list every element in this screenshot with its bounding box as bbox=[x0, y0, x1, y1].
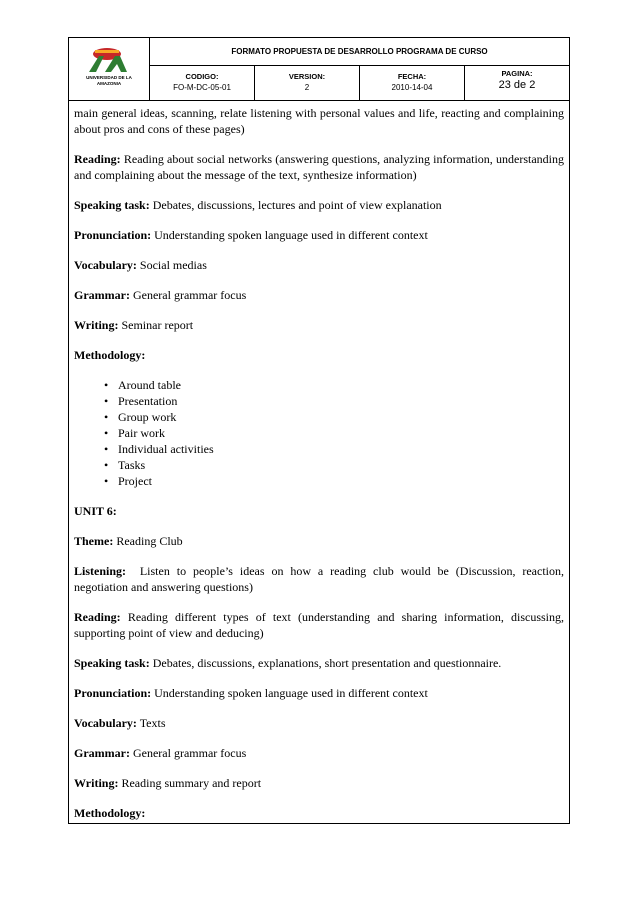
intro-paragraph: main general ideas, scanning, relate listening with personal values and life, reacting and complaining about pros and cons of these pages) bbox=[74, 106, 564, 136]
list-item: • Presentation bbox=[74, 393, 564, 409]
vocabulary-section-2 bbox=[74, 715, 564, 731]
writing-text: Seminar report bbox=[118, 318, 194, 332]
reading-label: Reading: bbox=[74, 152, 121, 166]
pronunciation-section-1 bbox=[74, 227, 564, 243]
list-item: • Pair work bbox=[74, 425, 564, 441]
vocabulary-text: Social medias bbox=[136, 258, 207, 272]
reading-section-1 bbox=[74, 151, 564, 183]
writing-label: Writing: bbox=[74, 776, 119, 790]
list-item: • Individual activities bbox=[74, 441, 564, 457]
document-header bbox=[68, 37, 570, 101]
version-cell bbox=[255, 66, 360, 100]
writing-section-2 bbox=[74, 775, 564, 791]
unit-heading: UNIT 6: bbox=[74, 504, 117, 518]
pronunciation-label: Pronunciation: bbox=[74, 228, 152, 242]
grammar-text: General grammar focus bbox=[129, 746, 247, 760]
pagina-label: PAGINA: bbox=[501, 69, 533, 78]
codigo-label: CODIGO: bbox=[185, 72, 219, 81]
speaking-label: Speaking task: bbox=[74, 656, 150, 670]
document-content bbox=[74, 105, 567, 821]
speaking-text: Debates, discussions, explanations, short presentation and questionnaire. bbox=[149, 656, 502, 670]
fecha-cell bbox=[360, 66, 465, 100]
pronunciation-section-2 bbox=[74, 685, 564, 701]
speaking-text: Debates, discussions, lectures and point of view explanation bbox=[149, 198, 442, 212]
version-label: VERSION: bbox=[288, 72, 326, 81]
theme-section bbox=[74, 533, 564, 549]
fecha-value: 2010-14-04 bbox=[391, 83, 433, 92]
speaking-section-2 bbox=[74, 655, 564, 671]
speaking-label: Speaking task: bbox=[74, 198, 150, 212]
reading-section-2 bbox=[74, 609, 564, 641]
listening-section bbox=[74, 563, 567, 595]
fecha-label: FECHA: bbox=[397, 72, 427, 81]
vocabulary-label: Vocabulary: bbox=[74, 258, 137, 272]
logo-text: UNIVERSIDAD DE LA AMAZONIA bbox=[86, 75, 132, 86]
pronunciation-text: Understanding spoken language used in different context bbox=[151, 686, 428, 700]
grammar-section-1 bbox=[74, 287, 564, 303]
version-value: 2 bbox=[304, 83, 310, 92]
writing-section-1 bbox=[74, 317, 564, 333]
list-item: • Project bbox=[74, 473, 564, 489]
pronunciation-label: Pronunciation: bbox=[74, 686, 152, 700]
list-item: • Around table bbox=[74, 377, 564, 393]
theme-label: Theme: bbox=[74, 534, 114, 548]
reading-text: Reading about social networks (answering questions, analyzing information, understanding and complaining about the message of the text, synthesize information) bbox=[74, 152, 564, 182]
codigo-cell bbox=[150, 66, 255, 100]
methodology-list bbox=[74, 377, 564, 489]
grammar-text: General grammar focus bbox=[129, 288, 247, 302]
vocabulary-text: Texts bbox=[136, 716, 166, 730]
list-item: • Group work bbox=[74, 409, 564, 425]
list-item: • Tasks bbox=[74, 457, 564, 473]
writing-text: Reading summary and report bbox=[118, 776, 262, 790]
logo-emblem-icon bbox=[69, 38, 149, 100]
methodology-label-2: Methodology: bbox=[74, 806, 146, 820]
methodology-label: Methodology: bbox=[74, 348, 146, 362]
grammar-section-2 bbox=[74, 745, 564, 761]
university-logo bbox=[69, 38, 150, 100]
vocabulary-label: Vocabulary: bbox=[74, 716, 137, 730]
listening-text: Listen to people’s ideas on how a reading club would be (Discussion, reaction, negotiation and answering questions) bbox=[74, 564, 567, 594]
form-title: FORMATO PROPUESTA DE DESARROLLO PROGRAMA DE CURSO bbox=[150, 38, 569, 66]
speaking-section-1 bbox=[74, 197, 564, 213]
writing-label: Writing: bbox=[74, 318, 119, 332]
listening-label: Listening: bbox=[74, 564, 127, 578]
reading-label: Reading: bbox=[74, 610, 121, 624]
pagina-value: 23 de 2 bbox=[498, 79, 536, 91]
reading-text: Reading different types of text (understanding and sharing information, discussing, supporting point of view and deducing) bbox=[74, 610, 564, 640]
pagina-cell bbox=[465, 66, 569, 100]
theme-text: Reading Club bbox=[113, 534, 183, 548]
vocabulary-section-1 bbox=[74, 257, 564, 273]
grammar-label: Grammar: bbox=[74, 288, 130, 302]
codigo-value: FO-M-DC-05-01 bbox=[173, 83, 231, 92]
pronunciation-text: Understanding spoken language used in different context bbox=[151, 228, 428, 242]
grammar-label: Grammar: bbox=[74, 746, 130, 760]
